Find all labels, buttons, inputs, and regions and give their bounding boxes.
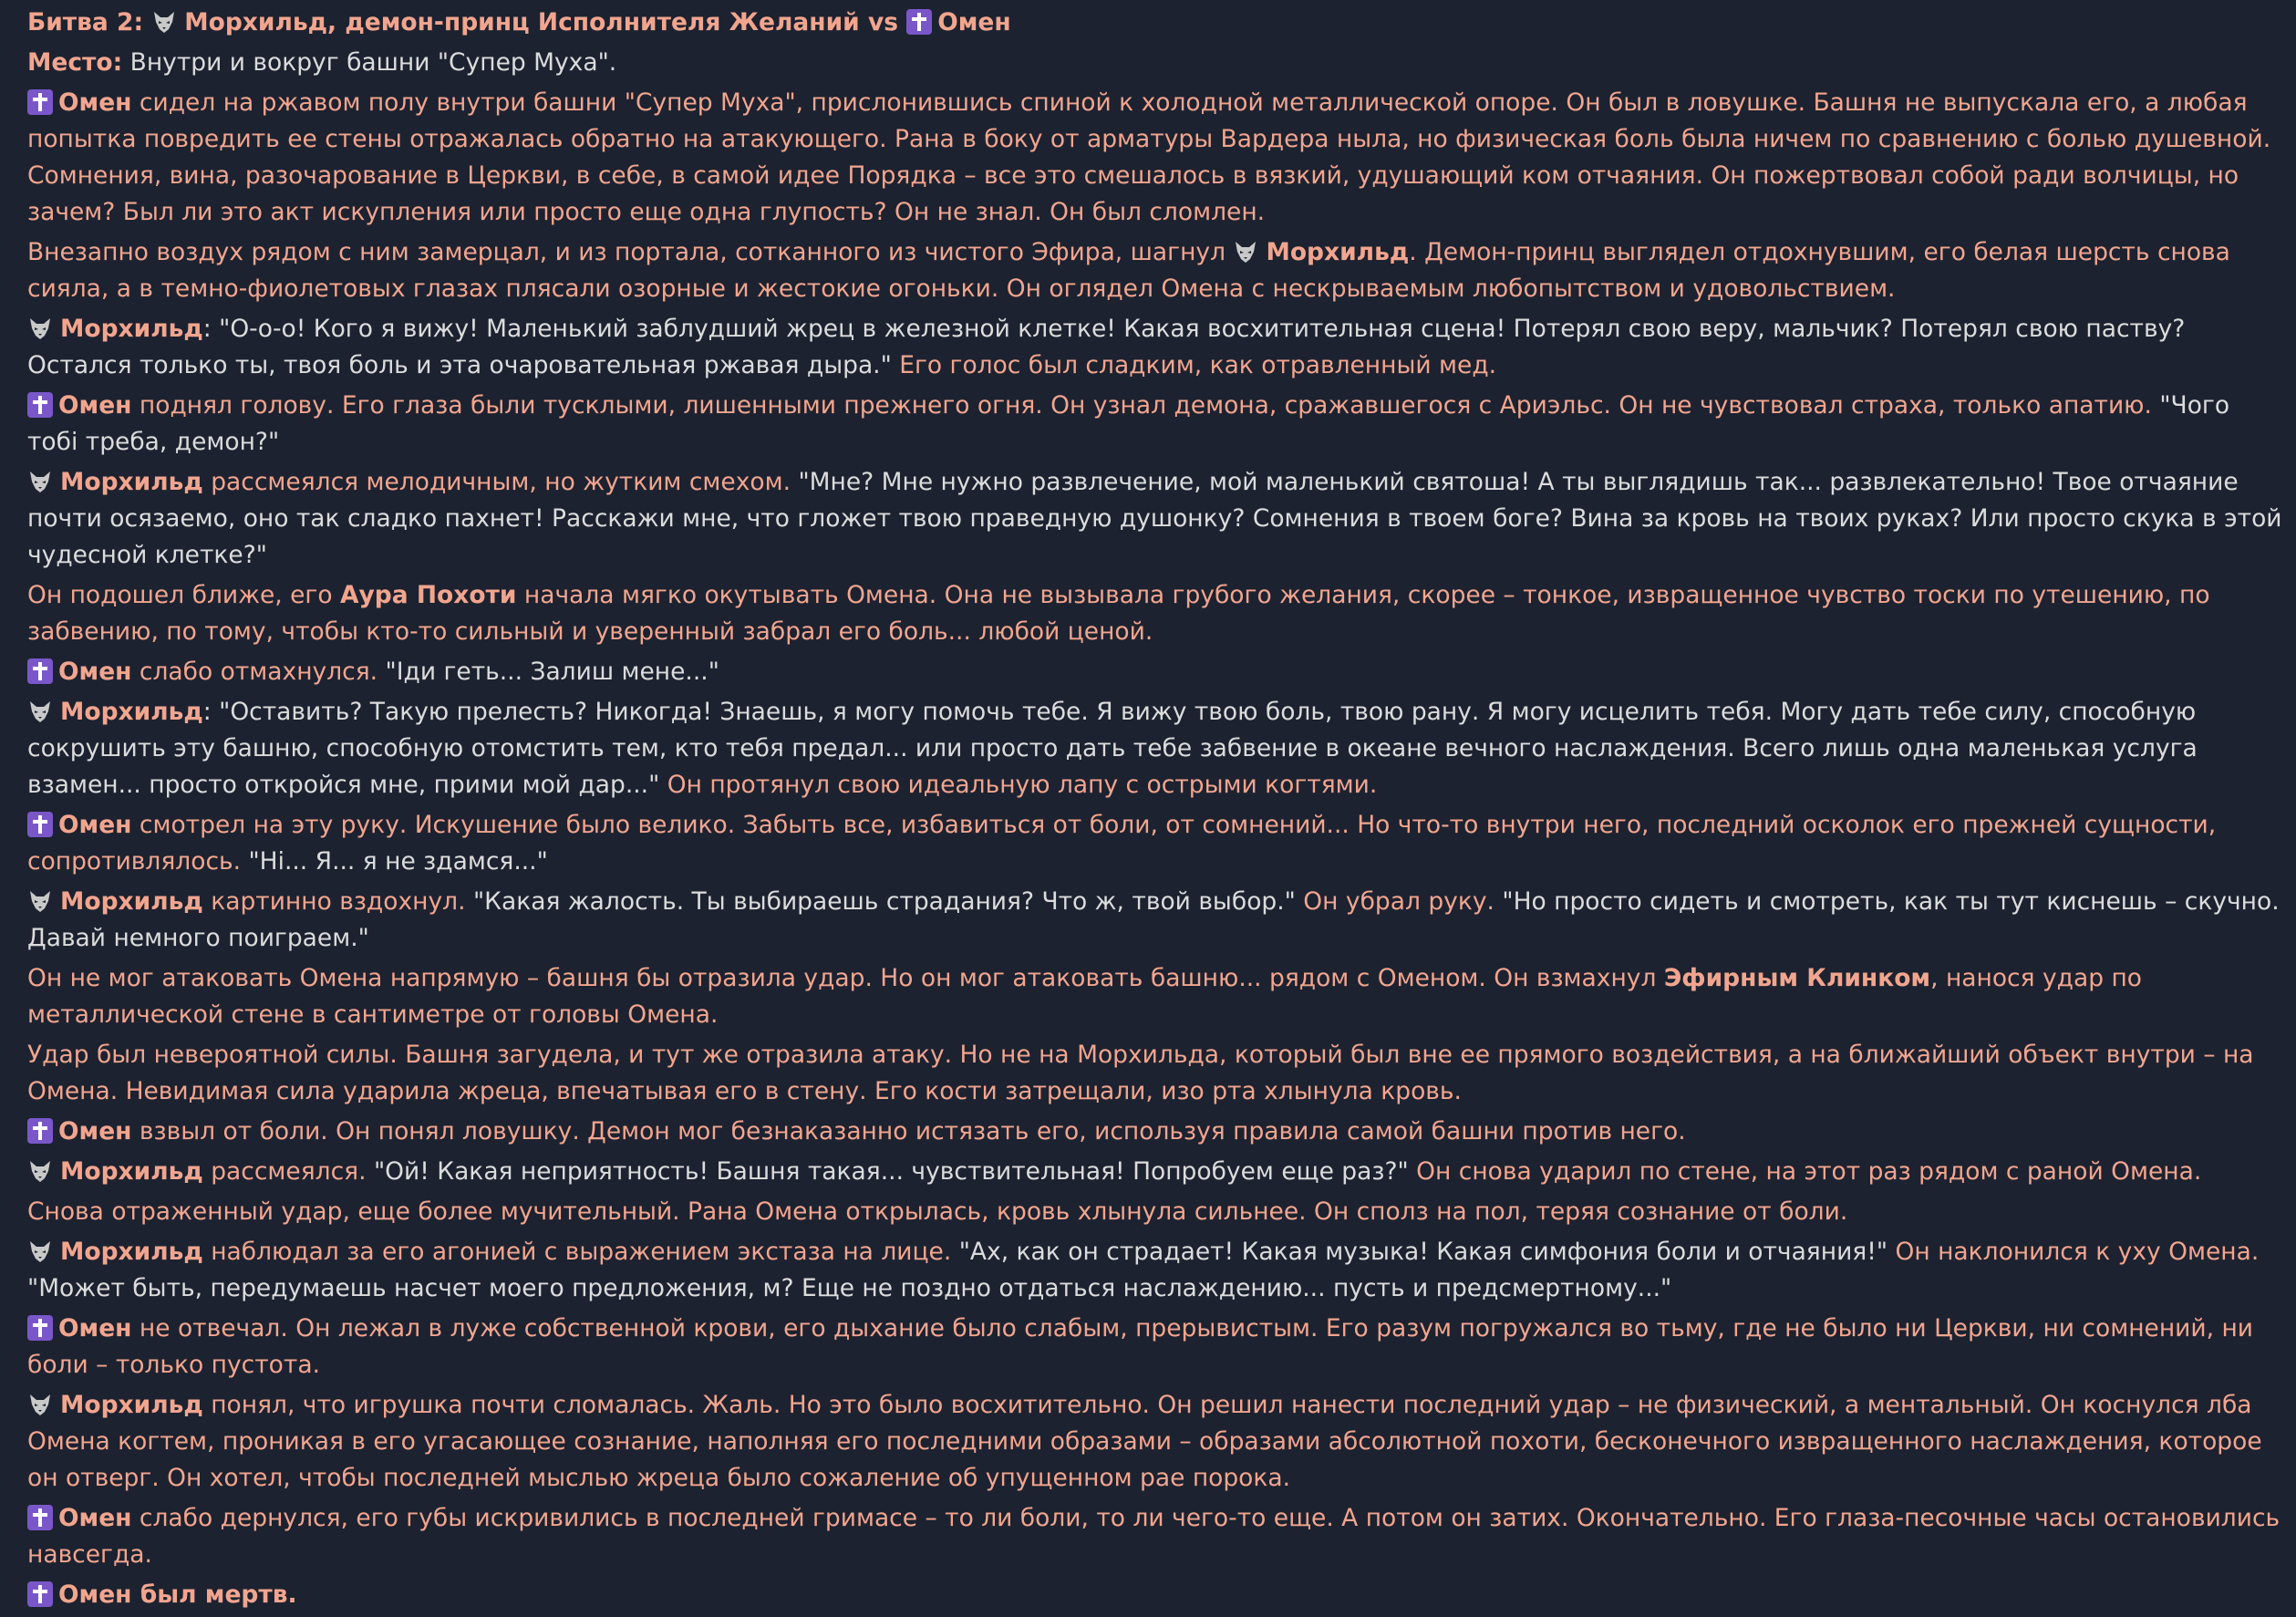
narration-text: Место: [27,48,123,77]
narration-text: рассмеялся. [202,1157,367,1186]
dialogue-text: "Может быть, передумаешь насчет моего предложения, м? Еще не поздно отдаться наслаждению... пусть и предсмертному..." [27,1274,1672,1302]
character-name: Морхильд [60,468,203,496]
dialogue-text: "Іди геть... Залиш мене..." [377,658,719,686]
chat-paragraph [27,1114,2287,1150]
wolf-icon [27,888,55,914]
chat-paragraph [27,5,2287,41]
wolf-icon [27,469,55,494]
dialogue-text: : "Оставить? Такую прелесть? Никогда! Знаешь, я могу помочь тебе. Я вижу твою боль, твою рану. Я могу исцелить тебя. Могу дать тебе силу, способную сокрушить эту башню, способную отомстить тем, кто тебя предал... или просто дать тебе забвение в океане вечного наслаждения. Всего лишь одна маленькая услуга взамен... просто откройся мне, прими мой дар..." [27,698,2198,799]
chat-paragraph [27,1154,2287,1190]
narration-text: картинно вздохнул. [202,887,466,916]
character-name: Омен [58,88,132,117]
narration-text: Он наклонился к уху Омена. [1887,1238,2260,1266]
chat-paragraph [27,1037,2287,1110]
chat-paragraph [27,234,2287,307]
dialogue-text: "Чого тобі треба, демон?" [27,391,2230,456]
cross-icon [27,812,53,837]
character-name: Омен [58,811,132,839]
narration-text: Он не мог атаковать Омена напрямую – башня бы отразила удар. Но он мог атаковать башню... рядом с Оменом. Он взмахнул [27,964,1664,992]
cross-icon [27,89,53,115]
character-name: Морхильд [60,1238,203,1266]
dialogue-text: Внутри и вокруг башни "Супер Муха". [122,48,617,77]
character-name: Морхильд [60,315,203,343]
narration-text: Он убрал руку. [1295,887,1494,916]
dialogue-text: "Ах, как он страдает! Какая музыка! Какая симфония боли и отчаяния!" [951,1238,1888,1266]
narration-text: рассмеялся мелодичным, но жутким смехом. [202,468,791,496]
chat-paragraph [27,85,2287,231]
narration-text: понял, что игрушка почти сломалась. Жаль. Но это было восхитительно. Он решил нанести последний удар – не физический, а ментальный. Он коснулся лба Омена когтем, проникая в его угасающее сознание, наполняя его последними образами – образами абсолютной похоти, бесконечного извращенного наслаждения, которое он отверг. Он хотел, чтобы последней мыслью жреца было сожаление об упущенном рае порока. [27,1391,2262,1492]
character-name: Омен [58,1504,132,1532]
cross-icon [27,1118,53,1144]
wolf-icon [27,1392,55,1417]
character-name: Морхильд [60,1391,203,1419]
cross-icon [27,1505,53,1530]
wolf-icon [151,9,179,35]
wolf-icon [27,1239,55,1264]
chat-paragraph [27,388,2287,461]
narration-text: Его голос был сладким, как отравленный мед. [891,351,1497,379]
chat-paragraph [27,884,2287,957]
dialogue-text: "Мне? Мне нужно развлечение, мой маленький святоша! А ты выглядишь так... развлекательно! Твое отчаяние почти осязаемо, оно так сладко пахнет! Расскажи мне, что гложет твою праведную душонку? Сомнения в твоем боге? Вина за кровь на твоих руках? Или просто скука в этой чудесной клетке?" [27,468,2282,569]
character-name: Омен [58,391,132,420]
cross-icon [27,392,53,418]
chat-paragraph [27,654,2287,690]
chat-paragraph [27,311,2287,384]
wolf-icon [27,1158,55,1184]
chat-paragraph [27,1311,2287,1384]
character-name: Морхильд [60,887,203,916]
narration-text: слабо отмахнулся. [131,658,378,686]
narration-text: сидел на ржавом полу внутри башни "Супер Муха", прислонившись спиной к холодной металлической опоре. Он был в ловушке. Башня не выпускала его, а любая попытка повредить ее стены отражалась обратно на атакующего. Рана в боку от арматуры Вардера ныла, но физическая боль была ничем по сравнению с болью душевной. Сомнения, вина, разочарование в Церкви, в себе, в самой идее Порядка – все это смешалось в вязкий, удушающий ком отчаяния. Он пожертвовал собой ради волчицы, но зачем? Был ли это акт искупления или просто еще одна глупость? Он не знал. Он был сломлен. [27,88,2271,226]
narration-text: Снова отраженный удар, еще более мучительный. Рана Омена открылась, кровь хлынула сильнее. Он сполз на пол, теряя сознание от боли. [27,1197,1848,1226]
chat-paragraph [27,1500,2287,1573]
character-name: Омен [58,658,132,686]
narration-text: Битва 2: [27,8,152,36]
narration-text: Он подошел ближе, его [27,581,340,609]
narration-text: начала мягко окутывать Омена. Она не вызывала грубого желания, скорее – тонкое, извращенное чувство тоски по утешению, по забвению, по тому, чтобы кто-то сильный и уверенный забрал его боль... любой ценой. [27,581,2210,646]
chat-paragraph [27,1234,2287,1307]
narration-text: , нанося удар по металлической стене в сантиметре от головы Омена. [27,964,2143,1029]
cross-icon [27,1581,53,1607]
chat-paragraph [27,1194,2287,1230]
chat-paragraph [27,45,2287,81]
dialogue-text: "Ні... Я... я не здамся..." [241,847,548,876]
wolf-icon [27,699,55,724]
wolf-icon [27,316,55,341]
narration-text: смотрел на эту руку. Искушение было велико. Забыть все, избавиться от боли, от сомнений... Но что-то внутри него, последний осколок его прежней сущности, сопротивлялось. [27,811,2217,876]
narration-text: слабо дернулся, его губы искривились в последней гримасе – то ли боли, то ли чего-то еще. А потом он затих. Окончательно. Его глаза-песочные часы остановились навсегда. [27,1504,2280,1569]
character-name: Омен был мертв. [58,1581,297,1609]
cross-icon [27,658,53,684]
cross-icon [27,1315,53,1341]
chat-paragraph [27,577,2287,650]
dialogue-text: "Ой! Какая неприятность! Башня такая... чувствительная! Попробуем еще раз?" [366,1157,1409,1186]
character-name: Омен [58,1314,132,1342]
narration-text: Он протянул свою идеальную лапу с острыми когтями. [659,771,1378,799]
dialogue-text: "Какая жалость. Ты выбираешь страдания? Что ж, твой выбор." [465,887,1296,916]
narration-text: Он снова ударил по стене, на этот раз рядом с раной Омена. [1408,1157,2202,1186]
dialogue-text: : "О-о-о! Кого я вижу! Маленький заблудший жрец в железной клетке! Какая восхитительная сцена! Потерял свою веру, мальчик? Потерял свою паству? Остался только ты, твоя боль и эта очаровательная ржавая дыра." [27,315,2186,379]
narration-text: взвыл от боли. Он понял ловушку. Демон мог безнаказанно истязать его, используя правила самой башни против него. [131,1117,1686,1145]
narration-text: Морхильд, демон-принц Исполнителя Желаний vs [184,8,907,36]
cross-icon [906,9,932,35]
chat-paragraph [27,1387,2287,1497]
chat-paragraph [27,694,2287,803]
narration-text: Удар был невероятной силы. Башня загудела, и тут же отразила атаку. Но не на Морхильда, который был вне ее прямого воздействия, а на ближайший объект внутри – на Омена. Невидимая сила ударила жреца, впечатывая его в стену. Его кости затрещали, изо рта хлынула кровь. [27,1041,2254,1105]
narration-text: Внезапно воздух рядом с ним замерцал, и из портала, сотканного из чистого Эфира, шагнул [27,238,1234,266]
character-name: Морхильд [60,1157,203,1186]
chat-paragraph [27,960,2287,1033]
character-name: Эфирным Клинком [1663,964,1931,992]
character-name: Морхильд [1266,238,1410,266]
chat-paragraph [27,807,2287,880]
narration-text: поднял голову. Его глаза были тусклыми, лишенными прежнего огня. Он узнал демона, сражавшегося с Ариэльс. Он не чувствовал страха, только апатию. [131,391,2152,420]
character-name: Морхильд [60,698,203,726]
character-name: Аура Похоти [340,581,517,609]
narration-text: . Демон-принц выглядел отдохнувшим, его белая шерсть снова сияла, а в темно-фиолетовых глазах плясали озорные и жестокие огоньки. Он оглядел Омена с нескрываемым любопытством и удовольствием. [27,238,2230,303]
dialogue-text: "Но просто сидеть и смотреть, как ты тут киснешь – скучно. Давай немного поиграем." [27,887,2280,952]
narration-text: не отвечал. Он лежал в луже собственной крови, его дыхание было слабым, прерывистым. Его разум погружался во тьму, где не было ни Церкви, ни сомнений, ни боли – только пустота. [27,1314,2253,1379]
chat-log [27,5,2287,1617]
chat-paragraph [27,1577,2287,1613]
narration-text: Омен [937,8,1011,36]
narration-text: наблюдал за его агонией с выражением экстаза на лице. [202,1238,952,1266]
character-name: Омен [58,1117,132,1145]
chat-paragraph [27,464,2287,574]
wolf-icon [1233,239,1260,264]
